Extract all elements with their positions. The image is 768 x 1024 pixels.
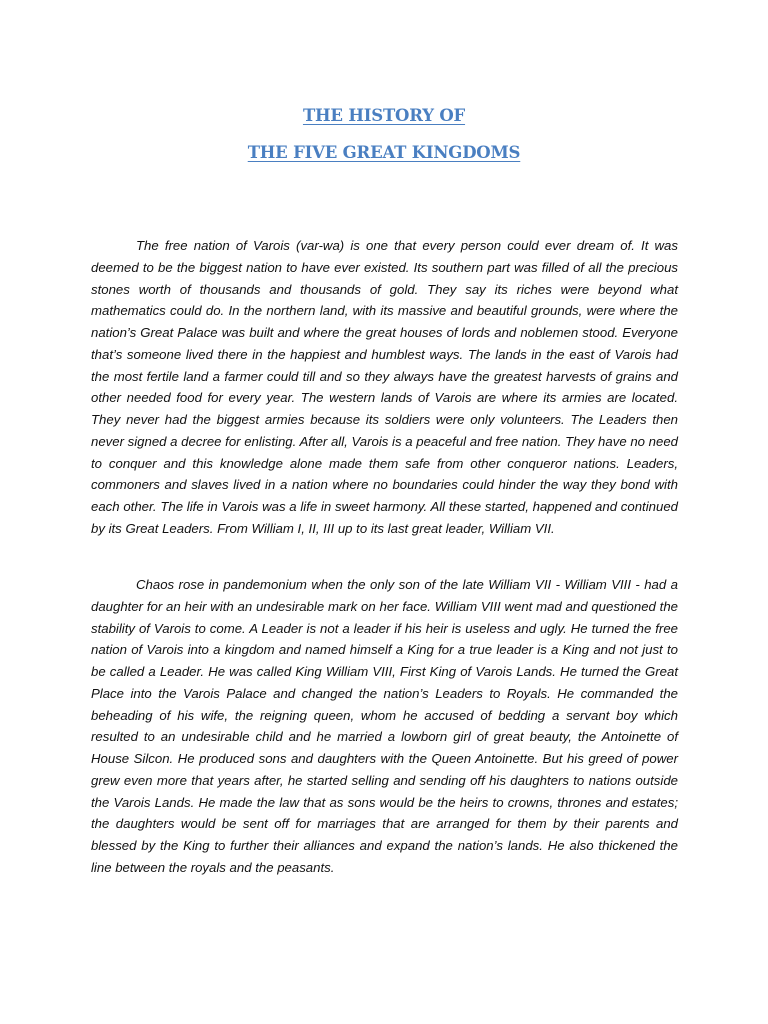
body-paragraph-2: Chaos rose in pandemonium when the only son of the late William VII - William VIII - had a daughter for an heir with an undesirable mark on her face. William VIII went mad and questioned the stability of Varois to come. A Leader is not a leader if his heir is useless and ugly. He turned the free nation of Varois into a kingdom and named himself a King for a true leader is a King and not just to be called a Leader. He was called King William VIII, First King of Varois Lands. He turned the Great Place into the Varois Palace and changed the nation’s Leaders to Royals. He commanded the beheading of his wife, the reigning queen, whom he accused of bedding a servant boy which resulted to an undesirable child and he married a lowborn girl of great beauty, the Antoinette of House Silcon. He produced sons and daughters with the Queen Antoinette. But his greed of power grew even more that years after, he started selling and sending off his daughters to nations outside the Varois Lands. He made the law that as sons would be the heirs to crowns, thrones and estates; the daughters would be sent off for marriages that are arranged for them by their parents and blessed by the King to further their alliances and expand the nation’s lands. He also thickened the line between the royals and the peasants. [91,577,678,875]
document-title-line-1: THE HISTORY OF [302,106,466,125]
document-title-line-2: THE FIVE GREAT KINGDOMS [247,143,521,162]
body-paragraph-1: The free nation of Varois (var-wa) is one that every person could ever dream of. It was deemed to be the biggest nation to have ever existed. Its southern part was filled of all the precious stones worth of thousands and thousands of gold. They say its riches were beyond what mathematics could do. In the northern land, with its massive and beautiful grounds, were where the nation’s Great Palace was built and where the great houses of lords and noblemen stood. Everyone that’s someone lived there in the happiest and humblest ways. The lands in the east of Varois had the most fertile land a farmer could till and so they always have the greatest harvests of grains and other needed food for every year. The western lands of Varois are where its armies are located. They never had the biggest armies because its soldiers were only volunteers. The Leaders then never signed a decree for enlisting. After all, Varois is a peaceful and free nation. They have no need to conquer and this knowledge alone made them safe from other conqueror nations. Leaders, commoners and slaves lived in a nation where no boundaries could hinder the way they bond with each other. The life in Varois was a life in sweet harmony. All these started, happened and continued by its Great Leaders. From William I, II, III up to its last great leader, William VII. [91,238,678,536]
